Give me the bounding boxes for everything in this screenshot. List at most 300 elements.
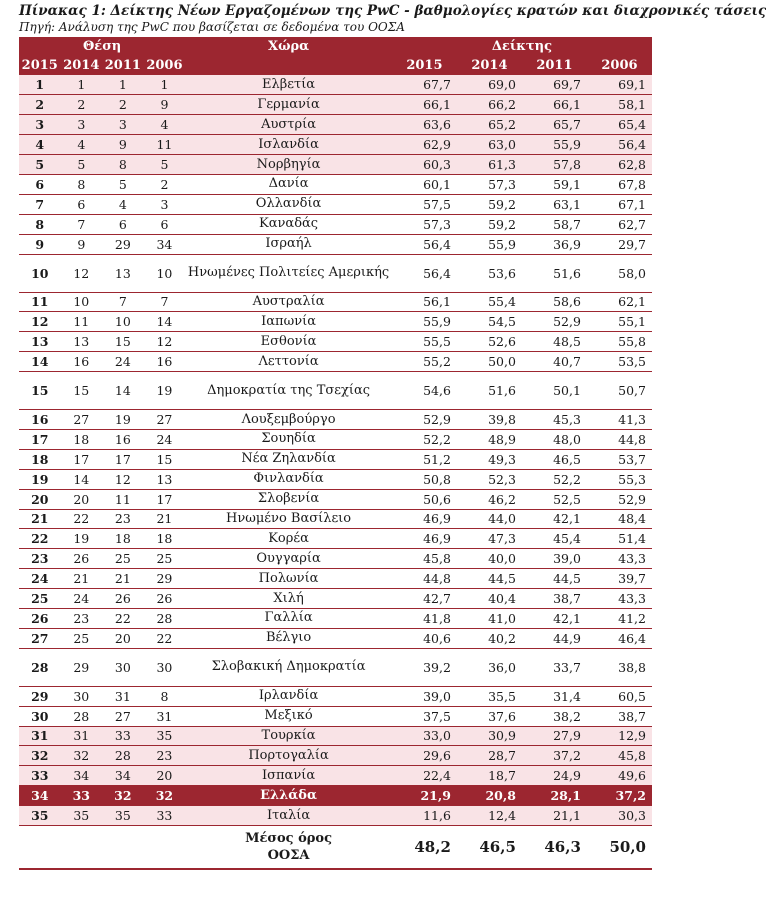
- index-2011-cell: 31,4: [553, 688, 581, 704]
- country-cell: Καναδάς: [259, 216, 319, 232]
- rank-2015-cell: 6: [35, 176, 45, 192]
- table-row: [19, 254, 652, 292]
- country-cell: Γερμανία: [185, 95, 392, 115]
- rank-2011-cell: 12: [114, 471, 131, 487]
- rank-2014-cell: 21: [73, 571, 90, 587]
- rank-2015-cell: 13: [31, 334, 49, 350]
- table-row: [19, 786, 652, 806]
- rank-2014-cell: 5: [61, 155, 103, 175]
- rank-2006-cell: 34: [156, 236, 173, 252]
- rank-2014-cell: 6: [77, 196, 86, 212]
- country-cell: Κορέα: [268, 530, 309, 546]
- index-2006-cell: 49,6: [587, 766, 652, 786]
- index-2011-cell: 58,6: [553, 294, 581, 310]
- rank-2006-cell: 28: [156, 610, 173, 626]
- index-2014-cell: 55,9: [488, 236, 516, 252]
- country-cell: Ηνωμένο Βασίλειο: [226, 510, 352, 526]
- rank-2011-cell: 34: [102, 766, 144, 786]
- index-2015-cell: 57,3: [423, 216, 451, 232]
- index-2015-cell: 55,5: [423, 334, 451, 350]
- index-2011-cell: 57,8: [522, 155, 587, 175]
- index-2014-cell: 12,4: [457, 806, 522, 826]
- index-2006-cell: 62,7: [618, 216, 646, 232]
- index-year-header: 2015: [392, 56, 457, 75]
- index-2015-cell: 45,8: [423, 551, 451, 567]
- index-2006-cell: 62,1: [618, 294, 646, 310]
- index-2015-cell: 11,6: [392, 806, 457, 826]
- rank-2014-cell: 31: [61, 726, 103, 746]
- index-2006-cell: 55,8: [618, 334, 646, 350]
- index-2014-cell: 47,3: [488, 531, 516, 547]
- table-row: [19, 372, 652, 410]
- rank-2006-cell: 23: [144, 746, 186, 766]
- index-2014-cell: 52,6: [488, 334, 516, 350]
- rank-2014-cell: 18: [73, 431, 90, 447]
- rank-2006-cell: 8: [160, 688, 169, 704]
- index-2011-cell: 40,7: [553, 354, 581, 370]
- index-2015-cell: 33,0: [392, 726, 457, 746]
- index-2006-cell: 37,2: [587, 786, 652, 806]
- table-row: [19, 726, 652, 746]
- table-row: [19, 628, 652, 648]
- index-2006-cell: 39,7: [618, 571, 646, 587]
- index-2006-cell: 46,4: [618, 630, 646, 646]
- index-2011-cell: 38,7: [553, 591, 581, 607]
- rank-2015-cell: 24: [31, 571, 49, 587]
- index-2015-cell: 22,4: [392, 766, 457, 786]
- index-2006-cell: 55,1: [618, 314, 646, 330]
- index-2011-cell: 21,1: [522, 806, 587, 826]
- rank-2006-cell: 27: [156, 412, 173, 428]
- rank-2011-cell: 18: [114, 531, 131, 547]
- rank-2014-cell: 20: [73, 491, 90, 507]
- rank-2014-cell: 7: [77, 216, 86, 232]
- rank-2015-cell: 12: [31, 314, 49, 330]
- rank-2011-cell: 28: [102, 746, 144, 766]
- rank-2006-cell: 33: [144, 806, 186, 826]
- index-2006-cell: 56,4: [587, 135, 652, 155]
- index-2011-cell: 58,7: [553, 216, 581, 232]
- index-2014-cell: 65,2: [457, 115, 522, 135]
- index-2006-cell: 29,7: [618, 236, 646, 252]
- rank-2014-cell: 29: [73, 659, 90, 675]
- index-2006-cell: 43,3: [618, 591, 646, 607]
- index-2006-cell: 53,7: [618, 451, 646, 467]
- index-2015-cell: 40,6: [423, 630, 451, 646]
- country-cell: Ιαπωνία: [261, 313, 316, 329]
- rank-2015-cell: 18: [31, 451, 49, 467]
- table-row: [19, 75, 652, 95]
- index-2011-cell: 42,1: [553, 511, 581, 527]
- rank-year-header: 2011: [102, 56, 144, 75]
- rank-2014-cell: 8: [77, 176, 86, 192]
- index-2015-cell: 60,1: [423, 176, 451, 192]
- rank-2015-cell: 19: [31, 471, 49, 487]
- country-cell: Σλοβακική Δημοκρατία: [211, 659, 366, 675]
- index-2011-cell: 59,1: [553, 176, 581, 192]
- table-row: [19, 706, 652, 726]
- table-row: [19, 806, 652, 826]
- rank-2006-cell: 13: [156, 471, 173, 487]
- index-2011-cell: 44,9: [553, 630, 581, 646]
- oecd-average-row: [19, 826, 652, 870]
- index-2006-cell: 43,3: [618, 551, 646, 567]
- country-cell: Ιταλία: [185, 806, 392, 826]
- rank-2015-cell: 22: [31, 531, 49, 547]
- rank-2011-cell: 35: [102, 806, 144, 826]
- index-2011-cell: 66,1: [522, 95, 587, 115]
- average-label-line2: ΟΟΣΑ: [267, 848, 310, 863]
- table-row: [19, 194, 652, 214]
- country-cell: Ολλανδία: [255, 196, 322, 212]
- index-2011-cell: 65,7: [522, 115, 587, 135]
- country-cell: Δημοκρατία της Τσεχίας: [207, 382, 371, 398]
- index-2006-cell: 30,3: [587, 806, 652, 826]
- rank-2014-cell: 12: [73, 265, 90, 281]
- rank-2006-cell: 3: [160, 196, 169, 212]
- index-2014-cell: 51,6: [488, 383, 516, 399]
- table-row: [19, 686, 652, 706]
- rank-2011-cell: 6: [118, 216, 127, 232]
- index-2015-cell: 50,8: [423, 471, 451, 487]
- rank-2006-cell: 11: [144, 135, 186, 155]
- index-2015-cell: 42,7: [423, 591, 451, 607]
- rank-year-header: 2014: [61, 56, 103, 75]
- index-2014-cell: 40,0: [488, 551, 516, 567]
- average-value-2006: 50,0: [587, 826, 652, 870]
- index-2011-cell: 28,1: [522, 786, 587, 806]
- index-2015-cell: 52,9: [423, 412, 451, 428]
- rank-2006-cell: 22: [156, 630, 173, 646]
- index-2006-cell: 62,8: [587, 155, 652, 175]
- index-2006-cell: 65,4: [587, 115, 652, 135]
- country-cell: Βέλγιο: [265, 630, 312, 646]
- index-2011-cell: 52,9: [553, 314, 581, 330]
- index-2014-cell: 41,0: [488, 610, 516, 626]
- rank-2014-cell: 30: [73, 688, 90, 704]
- index-2011-cell: 38,2: [553, 708, 581, 724]
- index-2006-cell: 12,9: [587, 726, 652, 746]
- rank-2011-cell: 14: [114, 383, 131, 399]
- rank-2015-cell: 26: [31, 610, 49, 626]
- rank-2015-cell: 9: [35, 236, 45, 252]
- index-2011-cell: 39,0: [553, 551, 581, 567]
- table-row: [19, 312, 652, 332]
- rank-2011-cell: 32: [102, 786, 144, 806]
- rank-2014-cell: 32: [61, 746, 103, 766]
- index-2014-cell: 55,4: [488, 294, 516, 310]
- index-2014-cell: 50,0: [488, 354, 516, 370]
- rank-2011-cell: 4: [118, 196, 127, 212]
- rank-2015-cell: 7: [35, 196, 45, 212]
- rank-2006-cell: 2: [160, 176, 169, 192]
- rank-2011-cell: 33: [102, 726, 144, 746]
- rank-2011-cell: 29: [114, 236, 131, 252]
- index-2014-cell: 48,9: [488, 431, 516, 447]
- rank-group-header: Θέση: [19, 37, 185, 56]
- index-2006-cell: 52,9: [618, 491, 646, 507]
- rank-2006-cell: 29: [156, 571, 173, 587]
- index-year-header: 2011: [522, 56, 587, 75]
- index-2014-cell: 49,3: [488, 451, 516, 467]
- index-2011-cell: 69,7: [522, 75, 587, 95]
- index-2015-cell: 21,9: [392, 786, 457, 806]
- index-2015-cell: 55,2: [423, 354, 451, 370]
- table-row: [19, 549, 652, 569]
- country-cell: Νέα Ζηλανδία: [241, 451, 336, 467]
- index-2006-cell: 44,8: [618, 431, 646, 447]
- rank-2006-cell: 6: [160, 216, 169, 232]
- table-title: Πίνακας 1: Δείκτης Νέων Εργαζομένων της PwC - βαθμολογίες κρατών και διαχρονικές τάσεις: [19, 3, 766, 19]
- table-row: [19, 648, 652, 686]
- index-2015-cell: 44,8: [423, 571, 451, 587]
- index-2014-cell: 44,5: [488, 571, 516, 587]
- rank-2015-cell: 31: [19, 726, 61, 746]
- rank-2015-cell: 2: [19, 95, 61, 115]
- table-row: [19, 608, 652, 628]
- index-2011-cell: 50,1: [553, 383, 581, 399]
- index-2006-cell: 41,3: [618, 412, 646, 428]
- country-cell: Σουηδία: [261, 431, 316, 447]
- rank-2011-cell: 31: [114, 688, 131, 704]
- rank-2014-cell: 3: [61, 115, 103, 135]
- index-2011-cell: 55,9: [522, 135, 587, 155]
- rank-2011-cell: 19: [114, 412, 131, 428]
- rank-2006-cell: 7: [160, 294, 169, 310]
- rank-2006-cell: 26: [156, 591, 173, 607]
- index-2011-cell: 48,5: [553, 334, 581, 350]
- table-source: Πηγή: Ανάλυση της PwC που βασίζεται σε δεδομένα του ΟΟΣΑ: [19, 20, 405, 34]
- index-2011-cell: 24,9: [522, 766, 587, 786]
- rank-2015-cell: 5: [19, 155, 61, 175]
- index-2014-cell: 52,3: [488, 471, 516, 487]
- table-row: [19, 174, 652, 194]
- rank-2014-cell: 9: [77, 236, 86, 252]
- index-2015-cell: 60,3: [392, 155, 457, 175]
- rank-2014-cell: 25: [73, 630, 90, 646]
- rank-2011-cell: 30: [114, 659, 131, 675]
- rank-2014-cell: 27: [73, 412, 90, 428]
- rank-2015-cell: 15: [31, 383, 49, 399]
- average-value-2011: 46,3: [522, 826, 587, 870]
- index-2006-cell: 38,8: [618, 659, 646, 675]
- country-cell: Ηνωμένες Πολιτείες Αμερικής: [187, 265, 390, 281]
- rank-2014-cell: 10: [73, 294, 90, 310]
- index-2011-cell: 52,2: [553, 471, 581, 487]
- index-2015-cell: 29,6: [392, 746, 457, 766]
- rank-2014-cell: 24: [73, 591, 90, 607]
- index-2015-cell: 39,2: [423, 659, 451, 675]
- rank-2015-cell: 17: [31, 431, 49, 447]
- index-2006-cell: 45,8: [587, 746, 652, 766]
- rank-2015-cell: 8: [35, 216, 45, 232]
- table-row: [19, 569, 652, 589]
- index-2014-cell: 40,2: [488, 630, 516, 646]
- table-row: [19, 529, 652, 549]
- rank-2006-cell: 20: [144, 766, 186, 786]
- index-2006-cell: 58,0: [618, 265, 646, 281]
- table-row: [19, 352, 652, 372]
- rank-2014-cell: 1: [61, 75, 103, 95]
- rank-2011-cell: 24: [114, 354, 131, 370]
- country-cell: Δανία: [268, 176, 309, 192]
- country-cell: Χιλή: [273, 590, 304, 606]
- table-row: [19, 135, 652, 155]
- rank-2011-cell: 26: [114, 591, 131, 607]
- rank-2011-cell: 11: [114, 491, 131, 507]
- country-cell: Ουγγαρία: [256, 550, 321, 566]
- index-2015-cell: 66,1: [392, 95, 457, 115]
- rank-year-header: 2006: [144, 56, 186, 75]
- country-cell: Φινλανδία: [253, 471, 324, 487]
- index-2006-cell: 60,5: [618, 688, 646, 704]
- table-row: [19, 155, 652, 175]
- index-2015-cell: 54,6: [423, 383, 451, 399]
- country-cell: Λεττονία: [258, 353, 319, 369]
- rank-2014-cell: 23: [73, 610, 90, 626]
- rank-2011-cell: 22: [114, 610, 131, 626]
- table-row: [19, 766, 652, 786]
- table-row: [19, 332, 652, 352]
- table-row: [19, 589, 652, 609]
- rank-2015-cell: 28: [31, 659, 49, 675]
- index-2015-cell: 67,7: [392, 75, 457, 95]
- index-2014-cell: 28,7: [457, 746, 522, 766]
- rank-2015-cell: 10: [31, 265, 49, 281]
- index-2006-cell: 53,5: [618, 354, 646, 370]
- table-row: [19, 410, 652, 430]
- country-cell: Πολωνία: [258, 570, 319, 586]
- rank-2011-cell: 7: [118, 294, 127, 310]
- table-row: [19, 234, 652, 254]
- country-cell: Αυστρία: [185, 115, 392, 135]
- rank-2006-cell: 5: [144, 155, 186, 175]
- rank-year-header: 2015: [19, 56, 61, 75]
- country-cell: Σλοβενία: [257, 491, 320, 507]
- country-cell: Πορτογαλία: [185, 746, 392, 766]
- rank-2011-cell: 10: [114, 314, 131, 330]
- rank-2011-cell: 9: [102, 135, 144, 155]
- index-2006-cell: 38,7: [618, 708, 646, 724]
- rank-2014-cell: 14: [73, 471, 90, 487]
- rank-2006-cell: 15: [156, 451, 173, 467]
- rank-2015-cell: 14: [31, 354, 49, 370]
- rank-2014-cell: 19: [73, 531, 90, 547]
- index-2015-cell: 63,6: [392, 115, 457, 135]
- rank-2014-cell: 11: [73, 314, 90, 330]
- country-cell: Εσθονία: [260, 333, 317, 349]
- rank-2006-cell: 16: [156, 354, 173, 370]
- index-2011-cell: 45,4: [553, 531, 581, 547]
- rank-2006-cell: 35: [144, 726, 186, 746]
- index-2014-cell: 37,6: [488, 708, 516, 724]
- country-cell: Ιρλανδία: [258, 688, 319, 704]
- index-2011-cell: 45,3: [553, 412, 581, 428]
- rank-2015-cell: 32: [19, 746, 61, 766]
- index-2015-cell: 39,0: [423, 688, 451, 704]
- rank-2014-cell: 22: [73, 511, 90, 527]
- table-row: [19, 469, 652, 489]
- country-index-table: [19, 37, 652, 870]
- rank-2015-cell: 21: [31, 511, 49, 527]
- rank-2011-cell: 2: [102, 95, 144, 115]
- rank-2011-cell: 3: [102, 115, 144, 135]
- rank-2006-cell: 24: [156, 431, 173, 447]
- index-2014-cell: 57,3: [488, 176, 516, 192]
- country-cell: Αυστραλία: [252, 293, 325, 309]
- country-cell: Νορβηγία: [185, 155, 392, 175]
- average-value-2014: 46,5: [457, 826, 522, 870]
- index-2014-cell: 20,8: [457, 786, 522, 806]
- rank-2006-cell: 14: [156, 314, 173, 330]
- country-cell: Ισραήλ: [265, 236, 312, 252]
- rank-2011-cell: 20: [114, 630, 131, 646]
- rank-2006-cell: 21: [156, 511, 173, 527]
- average-label: [185, 826, 392, 870]
- rank-2006-cell: 1: [144, 75, 186, 95]
- country-cell: Λουξεμβούργο: [241, 411, 336, 427]
- rank-2015-cell: 34: [19, 786, 61, 806]
- index-2011-cell: 48,0: [553, 431, 581, 447]
- rank-2014-cell: 35: [61, 806, 103, 826]
- index-2015-cell: 37,5: [423, 708, 451, 724]
- rank-2015-cell: 27: [31, 630, 49, 646]
- country-cell: Τουρκία: [185, 726, 392, 746]
- table-row: [19, 214, 652, 234]
- country-cell: Ελβετία: [185, 75, 392, 95]
- index-2015-cell: 55,9: [423, 314, 451, 330]
- rank-2006-cell: 31: [156, 708, 173, 724]
- rank-2014-cell: 17: [73, 451, 90, 467]
- index-2011-cell: 27,9: [522, 726, 587, 746]
- rank-2006-cell: 10: [156, 265, 173, 281]
- index-2014-cell: 18,7: [457, 766, 522, 786]
- rank-2015-cell: 25: [31, 591, 49, 607]
- index-2014-cell: 61,3: [457, 155, 522, 175]
- rank-2011-cell: 15: [114, 334, 131, 350]
- rank-2006-cell: 18: [156, 531, 173, 547]
- table-body: [19, 75, 652, 826]
- rank-2015-cell: 20: [31, 491, 49, 507]
- index-2006-cell: 67,8: [618, 176, 646, 192]
- rank-2015-cell: 29: [31, 688, 49, 704]
- average-value-2015: 48,2: [392, 826, 457, 870]
- index-2014-cell: 59,2: [488, 216, 516, 232]
- index-2006-cell: 55,3: [618, 471, 646, 487]
- rank-2011-cell: 21: [114, 571, 131, 587]
- index-2015-cell: 46,9: [423, 511, 451, 527]
- rank-2014-cell: 34: [61, 766, 103, 786]
- index-year-header: 2006: [587, 56, 652, 75]
- country-cell: Γαλλία: [264, 610, 313, 626]
- index-2011-cell: 63,1: [553, 196, 581, 212]
- rank-2011-cell: 25: [114, 551, 131, 567]
- index-2015-cell: 51,2: [423, 451, 451, 467]
- table-row: [19, 489, 652, 509]
- index-2014-cell: 54,5: [488, 314, 516, 330]
- country-cell: Ισπανία: [185, 766, 392, 786]
- index-2006-cell: 58,1: [587, 95, 652, 115]
- rank-2011-cell: 16: [114, 431, 131, 447]
- index-2015-cell: 56,1: [423, 294, 451, 310]
- table-row: [19, 292, 652, 312]
- index-2011-cell: 52,5: [553, 491, 581, 507]
- rank-2006-cell: 25: [156, 551, 173, 567]
- index-2011-cell: 42,1: [553, 610, 581, 626]
- index-2011-cell: 46,5: [553, 451, 581, 467]
- rank-2014-cell: 4: [61, 135, 103, 155]
- rank-2014-cell: 28: [73, 708, 90, 724]
